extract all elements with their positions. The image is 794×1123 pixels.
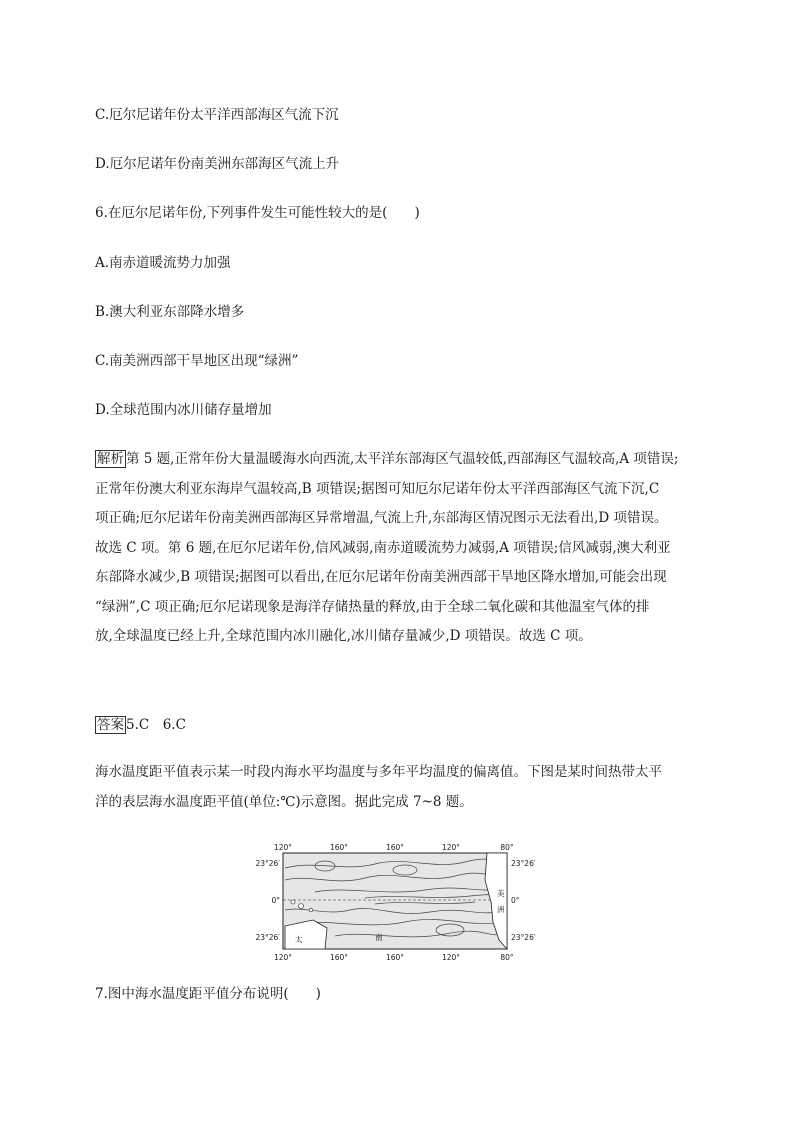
bottom-tick: 120° bbox=[273, 953, 293, 962]
region-label: 美 bbox=[497, 889, 505, 898]
top-tick: 160° bbox=[329, 843, 349, 852]
analysis-line-3: 项正确;厄尔尼诺年份南美洲西部海区异常增温,气流上升,东部海区情况图示无法看出,D 项错误。 bbox=[95, 510, 668, 526]
top-tick-labels bbox=[274, 843, 514, 852]
question-6-option-c: C.南美洲西部干旱地区出现“绿洲” bbox=[95, 353, 299, 369]
bottom-tick-labels bbox=[274, 953, 514, 962]
right-tick-labels bbox=[511, 859, 536, 942]
left-tick-labels bbox=[255, 859, 280, 942]
answer-line bbox=[95, 716, 186, 734]
answer-tag: 答案 bbox=[97, 717, 124, 733]
right-tick: 0° bbox=[511, 896, 520, 905]
region-label: 太 bbox=[295, 935, 303, 944]
bottom-tick: 120° bbox=[441, 953, 461, 962]
question-6-stem: 6.在厄尔尼诺年份,下列事件发生可能性较大的是( ) bbox=[95, 205, 420, 221]
answer-text: 5.C 6.C bbox=[126, 717, 186, 733]
sea-temperature-anomaly-map bbox=[255, 840, 545, 965]
question-7-stem: 7.图中海水温度距平值分布说明( ) bbox=[95, 986, 321, 1002]
region-label: 洲 bbox=[497, 905, 505, 914]
bottom-tick: 80° bbox=[500, 953, 514, 962]
right-tick: 23°26′ bbox=[511, 859, 536, 868]
intro-line-2: 洋的表层海水温度距平值(单位:℃)示意图。据此完成 7~8 题。 bbox=[95, 793, 473, 810]
analysis-line-7: 放,全球温度已经上升,全球范围内冰川融化,冰川储存量减少,D 项错误。故选 C 项。 bbox=[95, 628, 592, 644]
analysis-block bbox=[95, 445, 707, 652]
top-tick: 120° bbox=[441, 843, 461, 852]
intro-line-1: 海水温度距平值表示某一时段内海水平均温度与多年平均温度的偏离值。下图是某时间热带太平 bbox=[95, 764, 662, 780]
analysis-tag: 解析 bbox=[97, 451, 124, 467]
bottom-tick: 160° bbox=[385, 953, 405, 962]
analysis-line-6: “绿洲”,C 项正确;厄尔尼诺现象是海洋存储热量的释放,由于全球二氧化碳和其他温室气体的排 bbox=[95, 598, 650, 615]
left-tick: 23°26′ bbox=[255, 933, 280, 942]
region-label: 南 bbox=[375, 933, 383, 942]
analysis-line-2: 正常年份澳大利亚东海岸气温较高,B 项错误;据图可知厄尔尼诺年份太平洋西部海区气流下沉,C bbox=[95, 480, 660, 497]
question-6-option-b: B.澳大利亚东部降水增多 bbox=[95, 304, 245, 320]
question-6-option-d: D.全球范围内冰川储存量增加 bbox=[95, 402, 272, 418]
analysis-line-4: 故选 C 项。第 6 题,在厄尔尼诺年份,信风减弱,南赤道暖流势力减弱,A 项错误;信风减弱,澳大利亚 bbox=[95, 539, 671, 556]
right-tick: 23°26′ bbox=[511, 933, 536, 942]
analysis-line-1: 解析 第 5 题,正常年份大量温暖海水向西流,太平洋东部海区气温较低,西部海区气温较高,A 项错误; bbox=[97, 451, 679, 467]
option-5d: D.厄尔尼诺年份南美洲东部海区气流上升 bbox=[95, 156, 340, 172]
intro-block bbox=[95, 758, 707, 817]
bottom-tick: 160° bbox=[329, 953, 349, 962]
question-6-option-a: A.南赤道暖流势力加强 bbox=[95, 255, 231, 271]
left-tick: 23°26′ bbox=[255, 859, 280, 868]
top-tick: 160° bbox=[385, 843, 405, 852]
analysis-line-5: 东部降水减少,B 项错误;据图可以看出,在厄尔尼诺年份南美洲西部干旱地区降水增加,可能会出现 bbox=[95, 569, 667, 585]
top-tick: 120° bbox=[273, 843, 293, 852]
left-tick: 0° bbox=[271, 896, 280, 905]
option-5c: C.厄尔尼诺年份太平洋西部海区气流下沉 bbox=[95, 107, 339, 123]
top-tick: 80° bbox=[500, 843, 514, 852]
